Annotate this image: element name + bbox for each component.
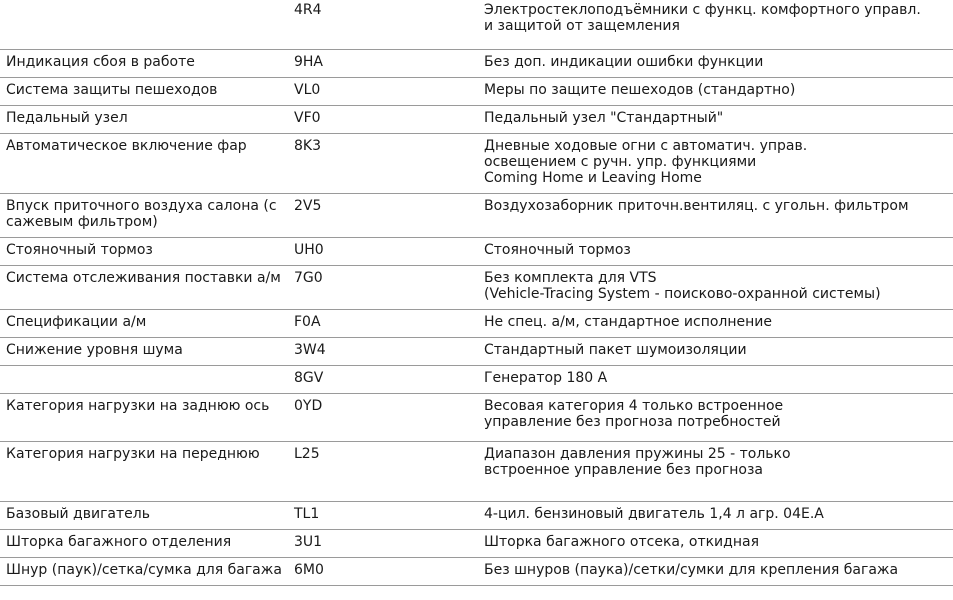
option-code: UH0 bbox=[294, 242, 324, 258]
table-row bbox=[0, 194, 953, 238]
option-code: 8K3 bbox=[294, 138, 321, 154]
option-code: 0YD bbox=[294, 398, 323, 414]
option-code: L25 bbox=[294, 446, 320, 462]
option-name: Снижение уровня шума bbox=[6, 342, 183, 358]
option-description: Диапазон давления пружины 25 - только встроенное управление без прогноза bbox=[484, 446, 791, 478]
option-description: Без доп. индикации ошибки функции bbox=[484, 54, 764, 70]
option-description: Воздухозаборник приточн.вентиляц. с угольн. фильтром bbox=[484, 198, 909, 214]
option-code: 6M0 bbox=[294, 562, 324, 578]
option-code: VF0 bbox=[294, 110, 321, 126]
option-description: Без шнуров (паука)/сетки/сумки для крепления багажа bbox=[484, 562, 899, 578]
option-name: Категория нагрузки на переднюю bbox=[6, 446, 260, 462]
option-name: Шторка багажного отделения bbox=[6, 534, 232, 550]
table-row bbox=[0, 442, 953, 502]
option-code: 3U1 bbox=[294, 534, 323, 550]
option-description: Педальный узел "Стандартный" bbox=[484, 110, 724, 126]
option-description: Шторка багажного отсека, откидная bbox=[484, 534, 759, 550]
table-row bbox=[0, 106, 953, 134]
option-name: Базовый двигатель bbox=[6, 506, 150, 522]
option-description: Стандартный пакет шумоизоляции bbox=[484, 342, 747, 358]
option-name: Впуск приточного воздуха салона (с сажевым фильтром) bbox=[6, 198, 277, 230]
option-name: Шнур (паук)/сетка/сумка для багажа bbox=[6, 562, 282, 578]
option-code: 4R4 bbox=[294, 2, 322, 18]
option-description: Дневные ходовые огни с автоматич. управ. освещением с ручн. упр. функциями Coming Home и Leaving Home bbox=[484, 138, 808, 186]
table-row bbox=[0, 0, 953, 50]
table-row bbox=[0, 50, 953, 78]
option-name: Категория нагрузки на заднюю ось bbox=[6, 398, 270, 414]
option-code: 9HA bbox=[294, 54, 324, 70]
option-name: Педальный узел bbox=[6, 110, 128, 126]
option-description: Без комплекта для VTS (Vehicle-Tracing System - поисково-охранной системы) bbox=[484, 270, 881, 302]
option-code: 7G0 bbox=[294, 270, 323, 286]
option-description: Не спец. а/м, стандартное исполнение bbox=[484, 314, 773, 330]
option-name: Автоматическое включение фар bbox=[6, 138, 247, 154]
option-description: Генератор 180 А bbox=[484, 370, 608, 386]
table-row bbox=[0, 366, 953, 394]
option-name: Индикация сбоя в работе bbox=[6, 54, 195, 70]
option-code: 2V5 bbox=[294, 198, 322, 214]
option-description: Меры по защите пешеходов (стандартно) bbox=[484, 82, 796, 98]
option-name: Стояночный тормоз bbox=[6, 242, 153, 258]
option-code: TL1 bbox=[294, 506, 320, 522]
option-description: Стояночный тормоз bbox=[484, 242, 631, 258]
table-row bbox=[0, 338, 953, 366]
option-code: F0A bbox=[294, 314, 321, 330]
table-row bbox=[0, 530, 953, 558]
table-row bbox=[0, 558, 953, 586]
option-description: Электростеклоподъёмники с функц. комфортного управл. и защитой от защемления bbox=[484, 2, 921, 34]
option-description: Весовая категория 4 только встроенное управление без прогноза потребностей bbox=[484, 398, 784, 430]
option-code: VL0 bbox=[294, 82, 321, 98]
table-row bbox=[0, 134, 953, 194]
option-name: Система защиты пешеходов bbox=[6, 82, 218, 98]
table-row bbox=[0, 310, 953, 338]
table-row bbox=[0, 266, 953, 310]
table-row bbox=[0, 502, 953, 530]
table-row bbox=[0, 78, 953, 106]
option-description: 4-цил. бензиновый двигатель 1,4 л агр. 04E.A bbox=[484, 506, 824, 522]
option-code: 8GV bbox=[294, 370, 324, 386]
option-code: 3W4 bbox=[294, 342, 326, 358]
option-name: Спецификации а/м bbox=[6, 314, 147, 330]
table-row bbox=[0, 238, 953, 266]
option-name: Система отслеживания поставки а/м bbox=[6, 270, 281, 286]
table-row bbox=[0, 394, 953, 442]
